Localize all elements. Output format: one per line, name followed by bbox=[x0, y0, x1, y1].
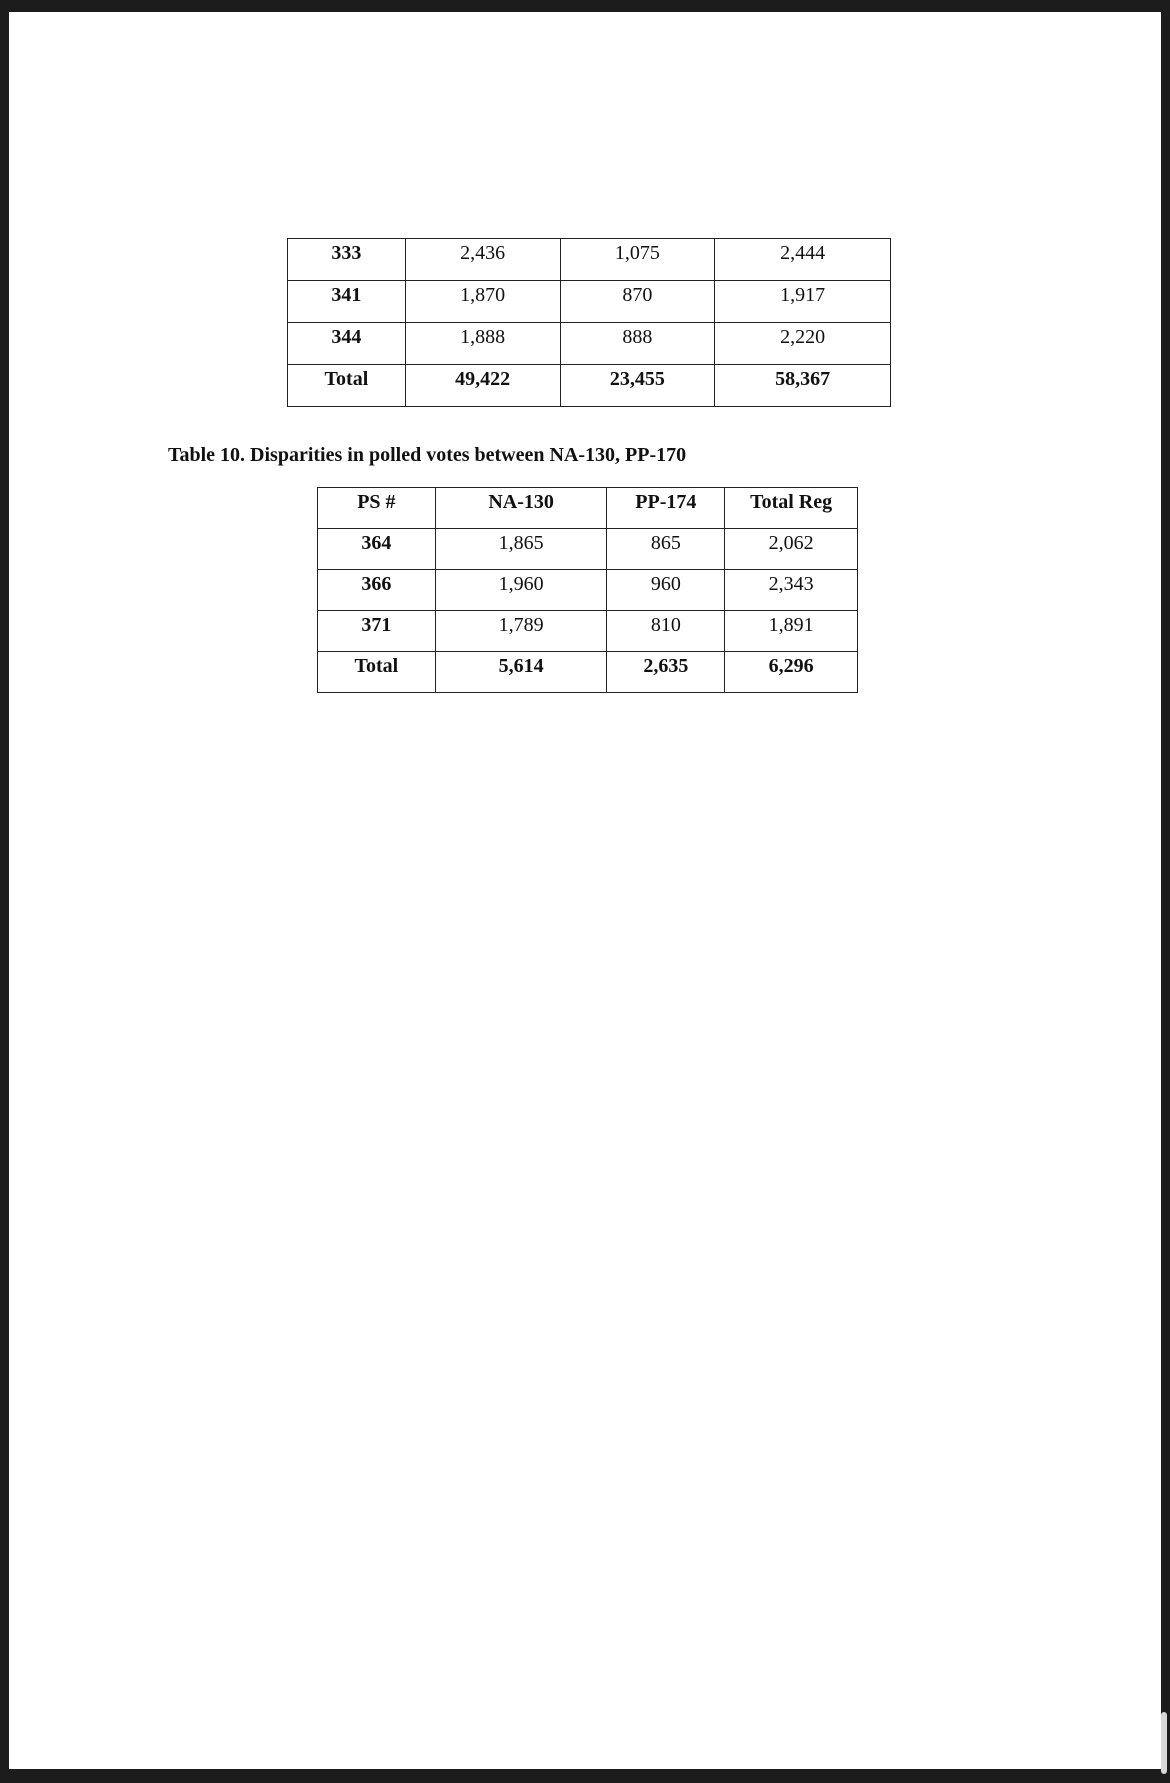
column-header: NA-130 bbox=[435, 488, 607, 529]
table-row bbox=[318, 570, 858, 611]
table-cell: 1,888 bbox=[405, 323, 560, 365]
table-cell: 344 bbox=[288, 323, 406, 365]
table-10-caption: Table 10. Disparities in polled votes between NA-130, PP-170 bbox=[168, 444, 687, 466]
table-cell: 2,220 bbox=[715, 323, 891, 365]
table-row bbox=[288, 239, 891, 281]
table-cell: 2,635 bbox=[607, 652, 725, 693]
table-10 bbox=[317, 487, 858, 693]
column-header: PS # bbox=[318, 488, 436, 529]
column-header: PP-174 bbox=[607, 488, 725, 529]
table-header-row bbox=[318, 488, 858, 529]
table-cell: 6,296 bbox=[725, 652, 858, 693]
table-cell: 810 bbox=[607, 611, 725, 652]
table-row bbox=[288, 323, 891, 365]
table-cell: 341 bbox=[288, 281, 406, 323]
table-cell: Total bbox=[288, 365, 406, 407]
table-cell: 865 bbox=[607, 529, 725, 570]
table-row bbox=[288, 281, 891, 323]
table-cell: 1,075 bbox=[560, 239, 715, 281]
table-cell: 1,789 bbox=[435, 611, 607, 652]
table-cell: 1,870 bbox=[405, 281, 560, 323]
vertical-scrollbar[interactable] bbox=[1161, 1712, 1167, 1774]
table-cell: 58,367 bbox=[715, 365, 891, 407]
table-cell: 2,436 bbox=[405, 239, 560, 281]
table-cell: 1,917 bbox=[715, 281, 891, 323]
table-cell: 1,960 bbox=[435, 570, 607, 611]
table-row bbox=[318, 529, 858, 570]
table-cell: 2,343 bbox=[725, 570, 858, 611]
table-cell: Total bbox=[318, 652, 436, 693]
table-cell: 2,444 bbox=[715, 239, 891, 281]
table-total-row bbox=[288, 365, 891, 407]
table-cell: 1,865 bbox=[435, 529, 607, 570]
table-cell: 870 bbox=[560, 281, 715, 323]
table-cell: 364 bbox=[318, 529, 436, 570]
table-cell: 333 bbox=[288, 239, 406, 281]
table-cell: 960 bbox=[607, 570, 725, 611]
table-cell: 2,062 bbox=[725, 529, 858, 570]
table-cell: 5,614 bbox=[435, 652, 607, 693]
table-cell: 49,422 bbox=[405, 365, 560, 407]
table-9-continued bbox=[287, 238, 891, 407]
table-cell: 1,891 bbox=[725, 611, 858, 652]
table-cell: 371 bbox=[318, 611, 436, 652]
table-cell: 23,455 bbox=[560, 365, 715, 407]
table-total-row bbox=[318, 652, 858, 693]
document-page bbox=[9, 12, 1161, 1769]
table-cell: 366 bbox=[318, 570, 436, 611]
table-cell: 888 bbox=[560, 323, 715, 365]
table-row bbox=[318, 611, 858, 652]
column-header: Total Reg bbox=[725, 488, 858, 529]
